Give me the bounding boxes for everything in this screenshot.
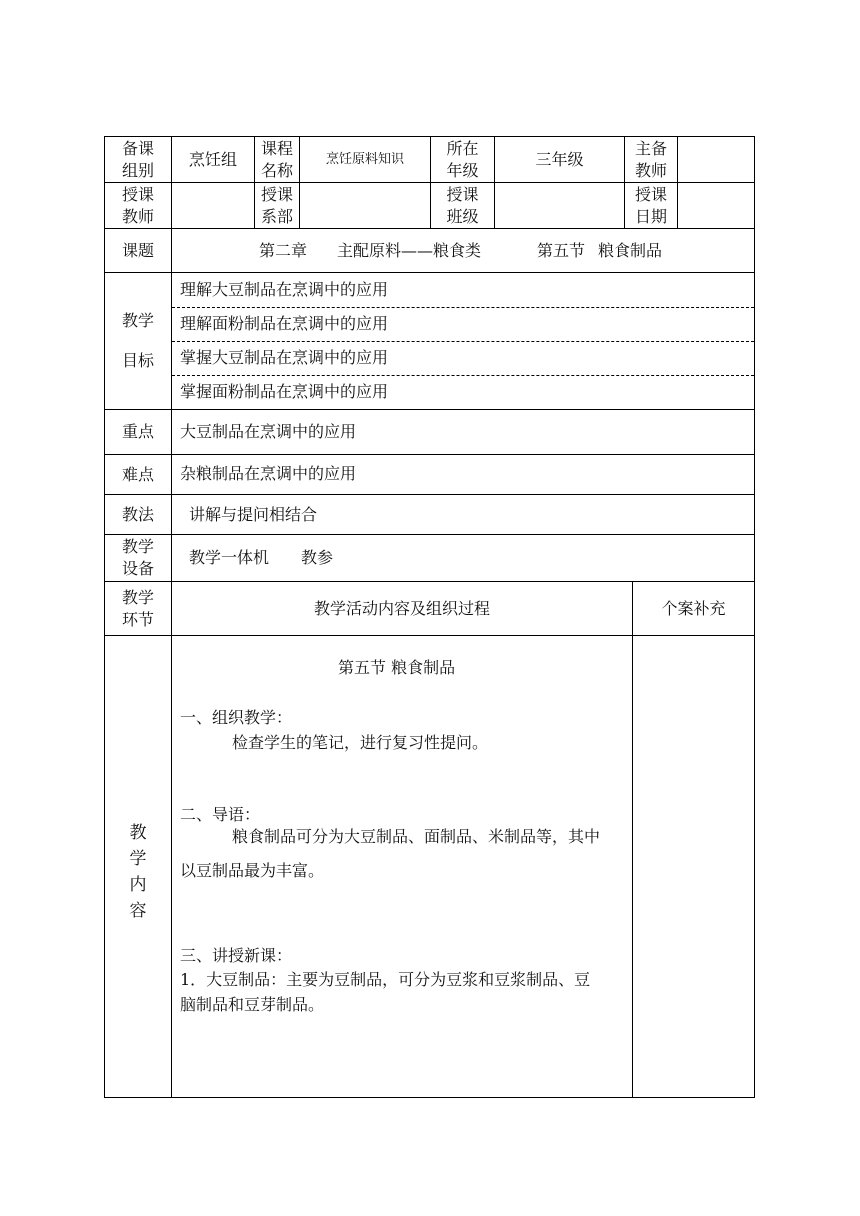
dashed-divider <box>172 307 754 308</box>
label-line: 课程 <box>260 138 293 158</box>
label-line: 教师 <box>121 206 154 226</box>
course-value: 烹饪原料知识 <box>325 151 404 167</box>
topic-section-title: 粮食制品 <box>598 241 663 260</box>
method-value: 讲解与提问相结合 <box>189 505 318 524</box>
topic-chapter: 第二章 <box>259 241 308 260</box>
label-char: 容 <box>129 901 147 921</box>
label-line: 组别 <box>121 160 154 180</box>
group-label <box>105 137 171 182</box>
part3-line: 脑制品和豆芽制品。 <box>180 995 325 1014</box>
date-value <box>678 183 754 228</box>
label-line: 授课 <box>634 184 667 204</box>
grade-value: 三年级 <box>535 149 584 169</box>
label-line: 授课 <box>260 184 293 204</box>
topic-chapter-title: 主配原料——粮食类 <box>337 241 482 260</box>
part2-line: 以豆制品最为丰富。 <box>180 861 325 880</box>
key-point-value: 大豆制品在烹调中的应用 <box>180 422 357 441</box>
equipment-item: 教学一体机 <box>189 548 270 567</box>
department-value <box>300 183 430 228</box>
label-line: 所在 <box>446 138 479 158</box>
class-label <box>431 183 494 228</box>
label-char: 内 <box>129 875 147 895</box>
teacher-value <box>172 183 254 228</box>
equipment-label <box>105 535 171 581</box>
grade-label <box>431 137 494 182</box>
dashed-divider <box>172 375 754 376</box>
label-line: 备课 <box>121 138 154 158</box>
label-line: 目标 <box>121 351 154 370</box>
activity-content-header: 教学活动内容及组织过程 <box>313 598 490 618</box>
dashed-divider <box>172 341 754 342</box>
row-divider <box>104 454 755 455</box>
label-line: 设备 <box>121 559 154 578</box>
lead-teacher-value <box>678 137 754 182</box>
label-line: 授课 <box>121 184 154 204</box>
difficulty-value: 杂粮制品在烹调中的应用 <box>180 464 357 483</box>
objective-item: 理解大豆制品在烹调中的应用 <box>180 280 389 299</box>
topic-label: 课题 <box>121 240 154 260</box>
label-line: 年级 <box>446 160 479 180</box>
table-border <box>104 1097 755 1098</box>
supplement-value <box>633 636 754 1097</box>
equipment-item: 教参 <box>301 548 334 567</box>
objective-item: 理解面粉制品在烹调中的应用 <box>180 314 389 333</box>
group-value: 烹饪组 <box>188 149 237 169</box>
label-line: 教学 <box>121 537 154 556</box>
row-divider <box>104 409 755 410</box>
label-line: 系部 <box>260 206 293 226</box>
objectives-label <box>105 273 171 409</box>
label-line: 主备 <box>634 138 667 158</box>
part1-heading: 一、组织教学： <box>180 708 293 727</box>
content-label <box>126 820 150 924</box>
difficulty-label: 难点 <box>121 464 154 484</box>
part3-line: 1．大豆制品：主要为豆制品，可分为豆浆和豆浆制品、豆 <box>180 970 591 989</box>
date-label <box>625 183 677 228</box>
department-label <box>255 183 299 228</box>
lead-teacher-label <box>625 137 677 182</box>
key-point-label: 重点 <box>121 422 154 441</box>
label-char: 教 <box>129 823 147 843</box>
row-divider <box>104 494 755 495</box>
class-value <box>495 183 624 228</box>
course-label <box>255 137 299 182</box>
label-line: 教师 <box>634 160 667 180</box>
objective-item: 掌握大豆制品在烹调中的应用 <box>180 348 389 367</box>
label-line: 环节 <box>121 609 154 629</box>
supplement-header: 个案补充 <box>661 598 726 618</box>
row-divider <box>104 534 755 535</box>
part1-text: 检查学生的笔记，进行复习性提问。 <box>232 733 489 752</box>
label-line: 班级 <box>446 206 479 226</box>
activity-stage-label <box>105 582 171 635</box>
objective-item: 掌握面粉制品在烹调中的应用 <box>180 382 389 401</box>
label-char: 学 <box>129 849 147 869</box>
method-label: 教法 <box>121 504 154 524</box>
row-divider <box>104 228 755 229</box>
label-line: 日期 <box>634 206 667 226</box>
topic-section: 第五节 <box>537 241 586 260</box>
part3-heading: 三、讲授新课： <box>180 946 293 965</box>
part2-heading: 二、导语： <box>180 805 261 824</box>
part2-line: 粮食制品可分为大豆制品、面制品、米制品等，其中 <box>232 827 601 846</box>
table-border <box>754 136 755 1098</box>
label-line: 教学 <box>121 311 154 330</box>
label-line: 教学 <box>121 587 154 607</box>
teacher-label <box>105 183 171 228</box>
row-divider <box>104 272 755 273</box>
content-section-title: 第五节 粮食制品 <box>338 658 456 677</box>
label-line: 名称 <box>260 160 293 180</box>
label-line: 授课 <box>446 184 479 204</box>
